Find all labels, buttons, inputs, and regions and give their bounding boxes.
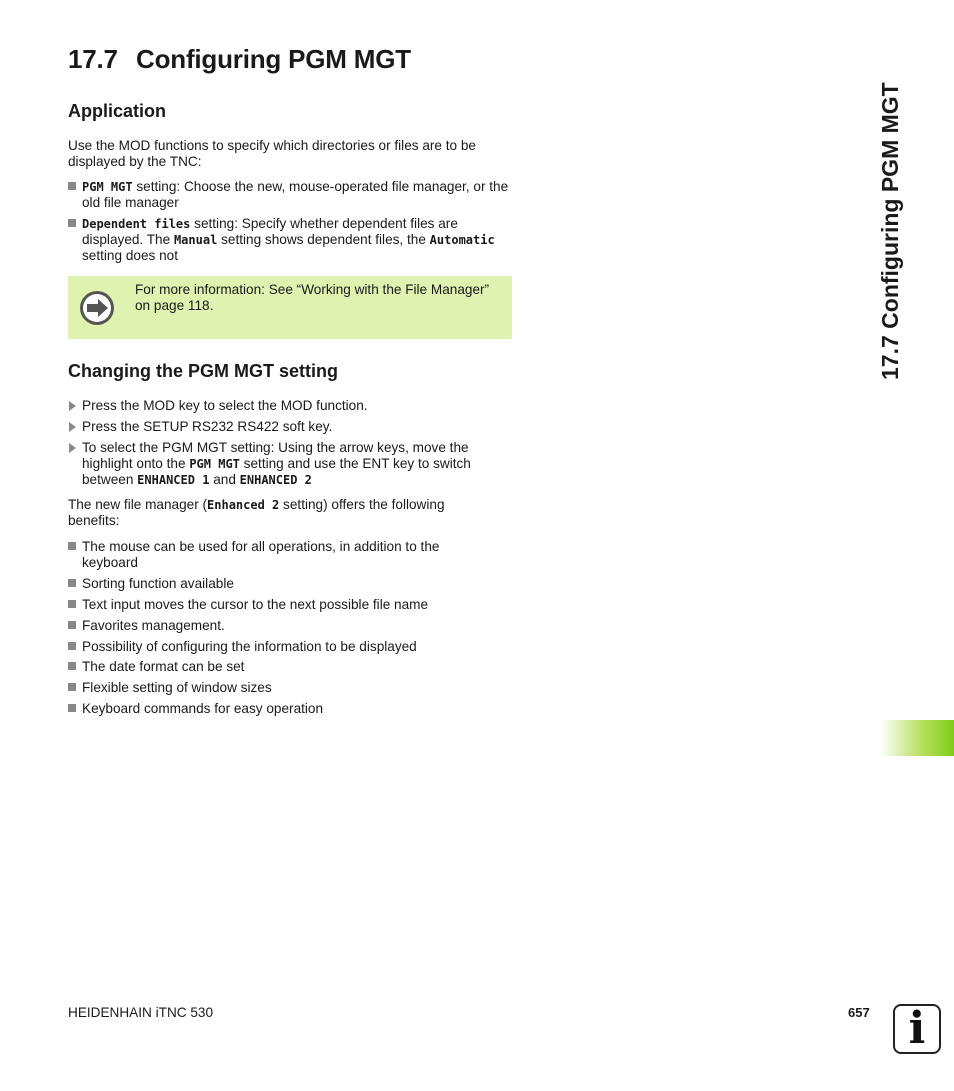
- step-text: and: [209, 472, 240, 487]
- chapter-tab: [880, 720, 954, 756]
- benefit-text: Favorites management.: [82, 618, 225, 633]
- code-text: Enhanced 2: [207, 498, 280, 512]
- code-text: PGM MGT: [82, 180, 133, 194]
- arrow-right-icon: [80, 291, 114, 325]
- intro-text: setting) offers the following benefits:: [68, 497, 445, 528]
- benefits-intro: [68, 497, 488, 529]
- side-chapter-title: [877, 82, 937, 380]
- square-bullet-icon: [68, 600, 76, 608]
- square-bullet-icon: [68, 642, 76, 650]
- code-text: Automatic: [429, 233, 495, 247]
- benefit-text: The date format can be set: [82, 659, 245, 674]
- benefit-text: Sorting function available: [82, 576, 234, 591]
- code-text: ENHANCED 2: [239, 473, 312, 487]
- bullet-text: setting: Choose the new, mouse-operated file manager, or the old file manager: [82, 179, 509, 210]
- bullet-text: setting does not: [82, 248, 178, 263]
- square-bullet-icon: [68, 542, 76, 550]
- info-note-box: [68, 276, 512, 339]
- code-text: Dependent files: [82, 217, 191, 231]
- code-text: Manual: [173, 233, 218, 247]
- info-icon: i: [893, 1004, 941, 1054]
- page-title: [68, 44, 411, 75]
- square-bullet-icon: [68, 621, 76, 629]
- square-bullet-icon: [68, 662, 76, 670]
- footer-brand: HEIDENHAIN iTNC 530: [68, 1005, 214, 1020]
- changing-heading: Changing the PGM MGT setting: [68, 361, 338, 381]
- benefit-text: Keyboard commands for easy operation: [82, 701, 324, 716]
- square-bullet-icon: [68, 683, 76, 691]
- triangle-bullet-icon: [69, 422, 76, 432]
- bullet-text: setting: Specify whether dependent files are displayed. The: [82, 216, 458, 247]
- step-text: setting and use the ENT key to switch between: [82, 456, 471, 487]
- code-text: ENHANCED 1: [137, 473, 210, 487]
- square-bullet-icon: [68, 182, 76, 190]
- triangle-bullet-icon: [69, 401, 76, 411]
- section-title: Configuring PGM MGT: [136, 44, 411, 74]
- square-bullet-icon: [68, 579, 76, 587]
- benefit-text: Text input moves the cursor to the next possible file name: [82, 597, 429, 612]
- benefit-text: The mouse can be used for all operations, in addition to the keyboard: [82, 539, 440, 570]
- bullet-text: setting shows dependent files, the: [217, 232, 430, 247]
- square-bullet-icon: [68, 219, 76, 227]
- square-bullet-icon: [68, 704, 76, 712]
- application-heading: Application: [68, 101, 166, 121]
- section-number: 17.7: [68, 44, 118, 74]
- triangle-bullet-icon: [69, 443, 76, 453]
- benefit-text: Possibility of configuring the information to be displayed: [82, 639, 417, 654]
- code-text: PGM MGT: [189, 457, 240, 471]
- note-text: For more information: See “Working with the File Manager” on page 118.: [135, 282, 490, 313]
- application-intro: Use the MOD functions to specify which directories or files are to be displayed by the TNC:: [68, 138, 476, 169]
- step-text: To select the PGM MGT setting: Using the arrow keys, move the highlight onto the: [82, 440, 469, 471]
- intro-text: The new file manager (: [68, 497, 208, 512]
- side-title-text: 17.7 Configuring PGM MGT: [877, 82, 903, 380]
- benefit-text: Flexible setting of window sizes: [82, 680, 272, 695]
- page-number: 657: [848, 1005, 870, 1020]
- step-text: Press the MOD key to select the MOD function.: [82, 398, 368, 413]
- step-text: Press the SETUP RS232 RS422 soft key.: [82, 419, 333, 434]
